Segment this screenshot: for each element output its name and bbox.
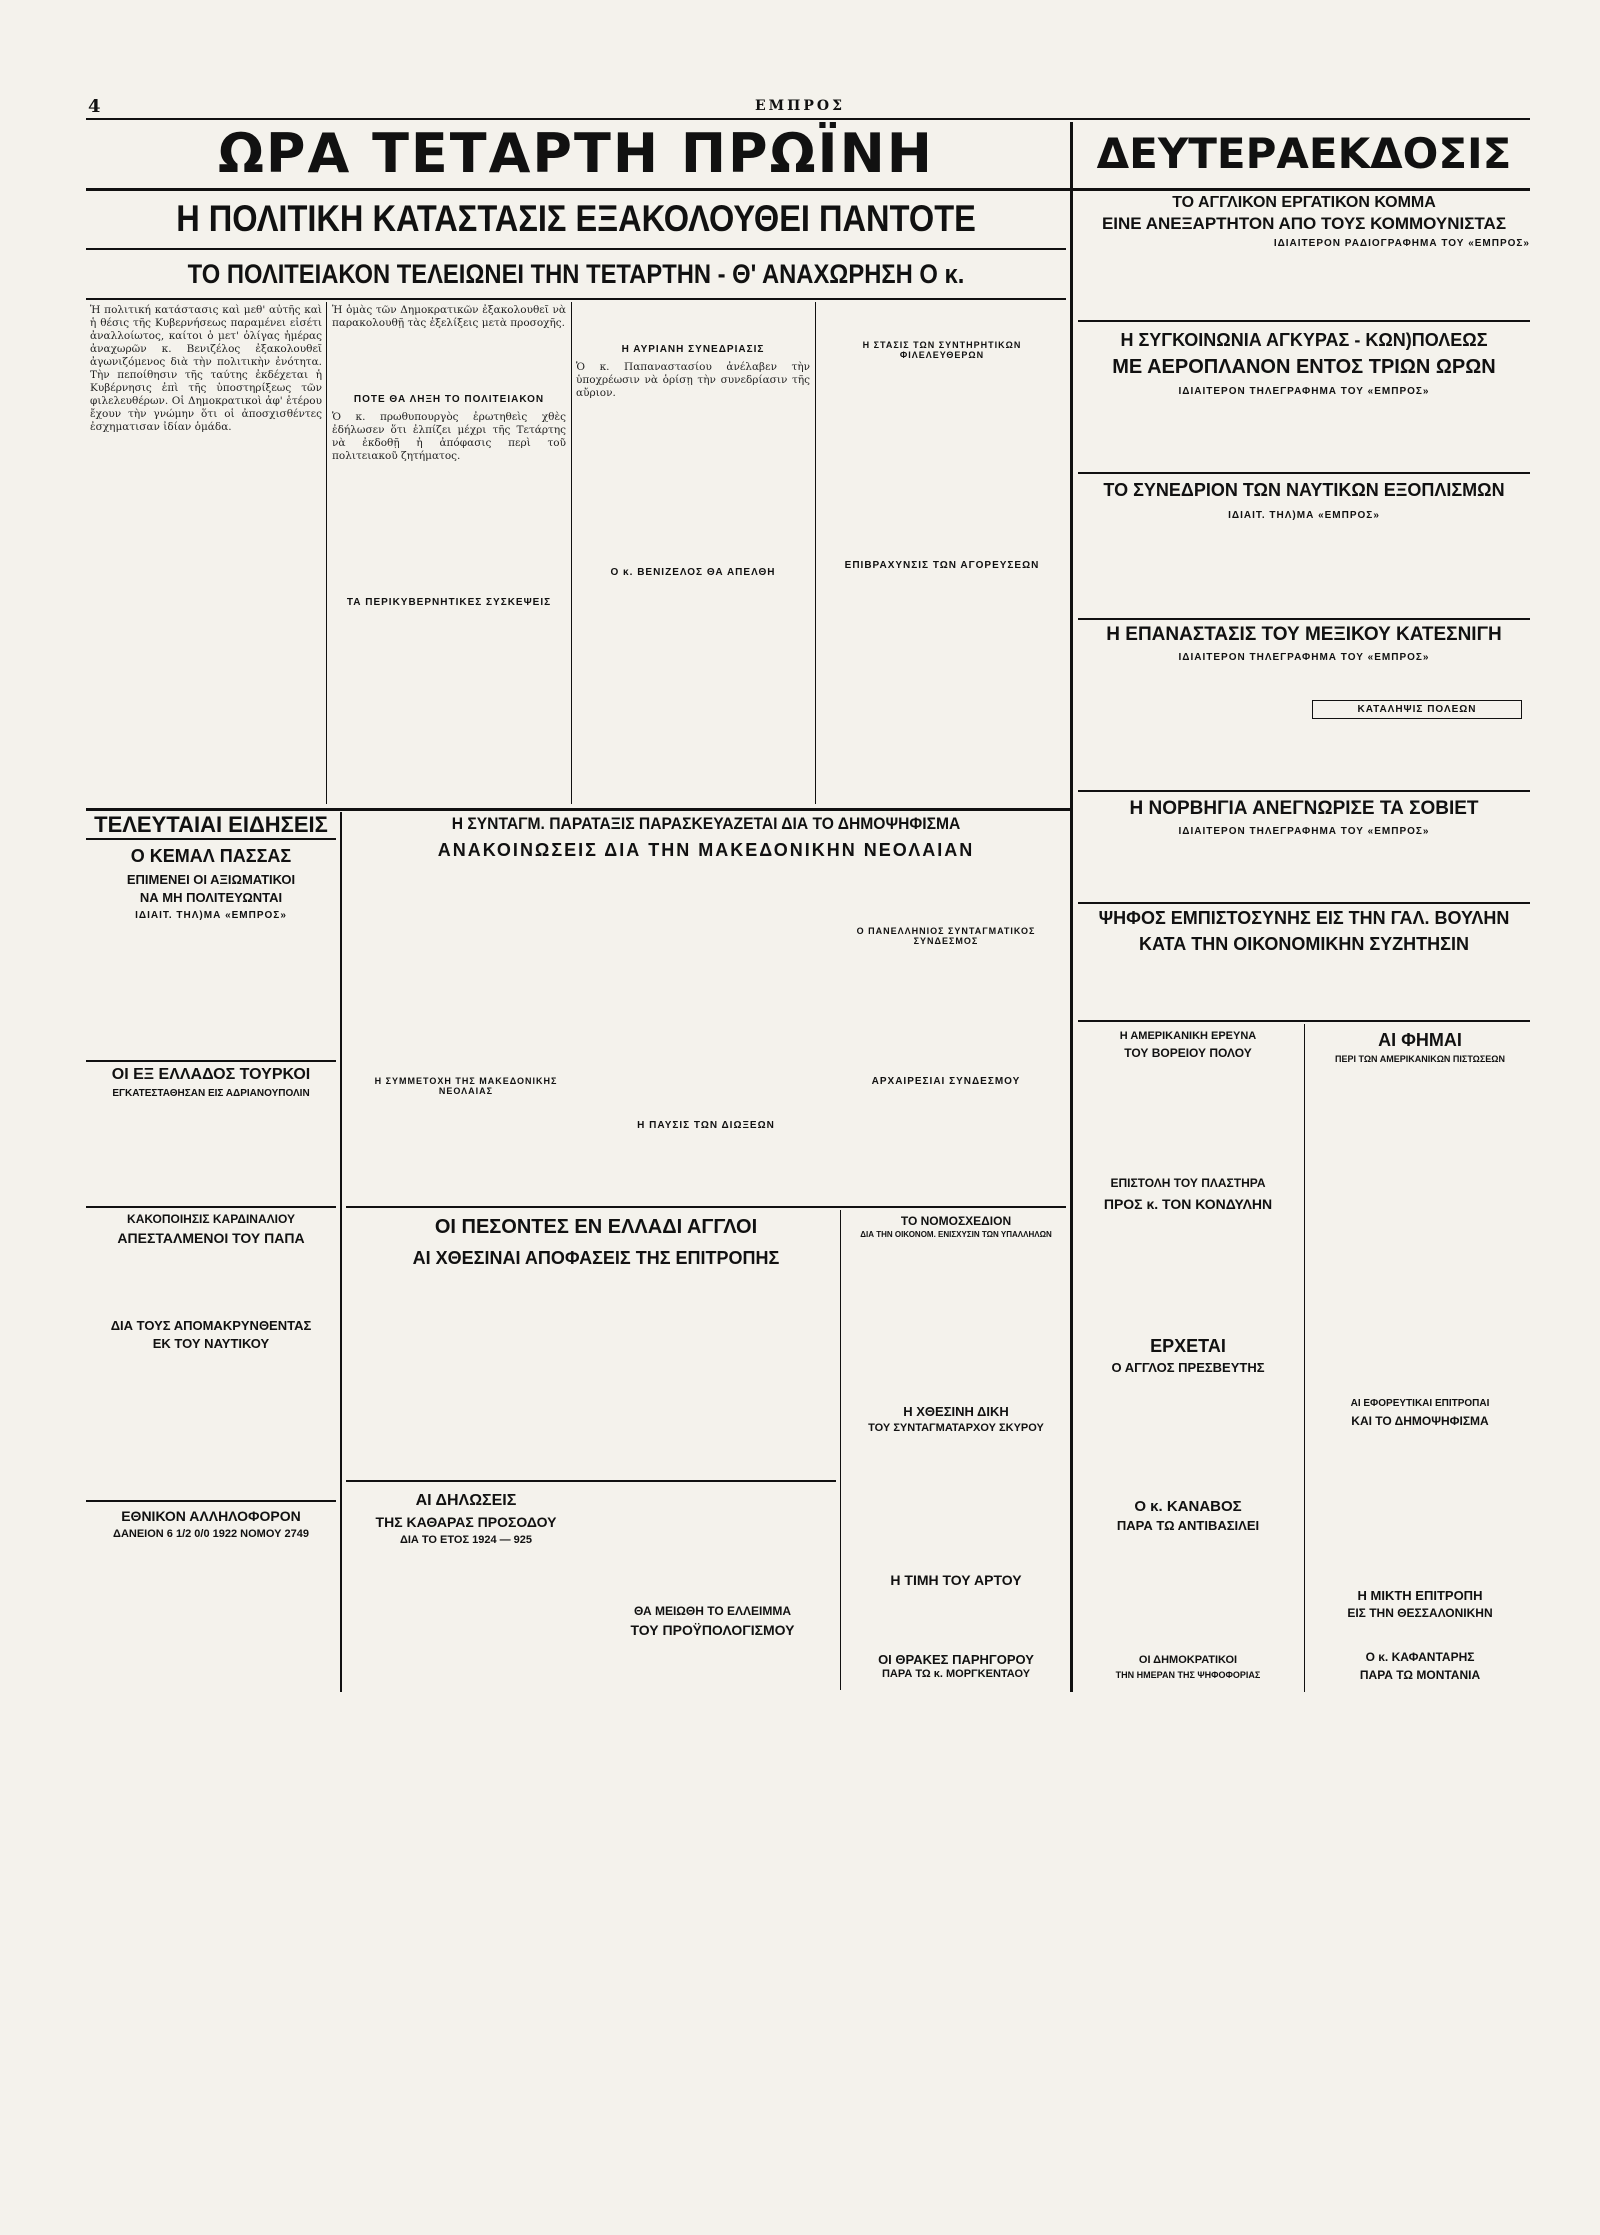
- card-title2: ΑΠΕΣΤΑΛΜΕΝΟΙ ΤΟΥ ΠΑΠΑ: [117, 1230, 305, 1246]
- rule: [1078, 618, 1530, 620]
- letter-title1: ΕΠΙΣΤΟΛΗ ΤΟΥ ΠΛΑΣΤΗΡΑ: [1110, 1176, 1266, 1190]
- rule: [1078, 472, 1530, 474]
- bill-title2: ΔΙΑ ΤΗΝ ΟΙΚΟΝΟΜ. ΕΝΙΣΧΥΣΙΝ ΤΩΝ ΥΠΑΛΛΗΛΩΝ: [860, 1230, 1052, 1239]
- synt-head2: Ο ΠΑΝΕΛΛΗΝΙΟΣ ΣΥΝΤΑΓΜΑΤΙΚΟΣ ΣΥΝΔΕΣΜΟΣ: [856, 926, 1036, 946]
- main-col1-text: Ἡ πολιτική κατάστασις καὶ μεθ' αὐτῆς καὶ ἡ θέσις τῆς Κυβερνήσεως παραμένει εἰσέτι ἀναλλοίωτος, καίτοι ὁ μετ' ὀλίγας ἡμέρας ἀναχωρῶν κ. Βενιζέλος ἐξακολουθεῖ ἀγωνιζόμενος διὰ τὴν πολιτικὴν ἐνότητα. Τὴν πεποίθησιν τῆς ταύτης ἐκδέχεται ἡ Κυβέρνησις ἐπὶ τῆς ὑποστηρίξεως τῶν φιλελευθέρων. Οἱ Δημοκρατικοὶ ἀφ' ἑτέρου ἔχουν τὴν γνώμην ὅτι οἱ ἀποσχισθέντες ἐσχηματισαν ἰδίαν ὁμάδα.: [90, 304, 322, 433]
- main-col4-head2: ΕΠΙΒΡΑΧΥΝΣΙΣ ΤΩΝ ΑΓΟΡΕΥΣΕΩΝ: [844, 560, 1040, 571]
- main-col2-text: Ἡ ὁμὰς τῶν Δημοκρατικῶν ἐξακολουθεῖ νὰ παρακολουθῇ τὰς ἐξελίξεις μετὰ προσοχῆς.: [332, 304, 566, 329]
- mixed-title2: ΕΙΣ ΤΗΝ ΘΕΣΣΑΛΟΝΙΚΗΝ: [1347, 1606, 1493, 1620]
- right-s3-sub: ΙΔΙΑΙΤ. ΤΗΛ)ΜΑ «ΕΜΠΡΟΣ»: [1228, 510, 1380, 521]
- synt-head5: Η ΠΑΥΣΙΣ ΤΩΝ ΔΙΩΞΕΩΝ: [637, 1120, 775, 1131]
- right-s2-sub: ΙΔΙΑΙΤΕΡΟΝ ΤΗΛΕΓΡΑΦΗΜΑ ΤΟΥ «ΕΜΠΡΟΣ»: [1178, 386, 1430, 397]
- kanavos-title1: Ο κ. ΚΑΝΑΒΟΣ: [1134, 1498, 1242, 1515]
- main-col2: [332, 304, 566, 804]
- main-col3: [576, 304, 810, 804]
- budget-title1: ΘΑ ΜΕΙΩΘΗ ΤΟ ΕΛΛΕΙΜΜΑ: [633, 1604, 792, 1618]
- right-s2-title2: ΜΕ ΑΕΡΟΠΛΑΝΟΝ ΕΝΤΟΣ ΤΡΙΩΝ ΩΡΩΝ: [1112, 356, 1496, 378]
- right-s2-title1: Η ΣΥΓΚΟΙΝΩΝΙΑ ΑΓΚΥΡΑΣ - ΚΩΝ)ΠΟΛΕΩΣ: [1120, 330, 1488, 350]
- fallen-sub: ΑΙ ΧΘΕΣΙΝΑΙ ΑΠΟΦΑΣΕΙΣ ΤΗΣ ΕΠΙΤΡΟΠΗΣ: [412, 1248, 780, 1268]
- paper-name: ΕΜΠΡΟΣ: [754, 98, 845, 114]
- right-s1-title2: ΕΙΝΕ ΑΝΕΞΑΡΤΗΤΟΝ ΑΠΟ ΤΟΥΣ ΚΟΜΜΟΥΝΙΣΤΑΣ: [1101, 214, 1507, 233]
- refugee-title1: ΑΙ ΕΦΟΡΕΥΤΙΚΑΙ ΕΠΙΤΡΟΠΑΙ: [1350, 1398, 1490, 1409]
- rule: [86, 1060, 336, 1062]
- right-s3-title: ΤΟ ΣΥΝΕΔΡΙΟΝ ΤΩΝ ΝΑΥΤΙΚΩΝ ΕΞΟΠΛΙΣΜΩΝ: [1103, 480, 1505, 500]
- right-banner: ΔΕΥΤΕΡΑΕΚΔΟΣΙΣ: [1096, 129, 1512, 178]
- main-col3-head: Η ΑΥΡΙΑΝΗ ΣΥΝΕΔΡΙΑΣΙΣ: [621, 344, 765, 355]
- ambassador-title1: ΕΡΧΕΤΑΙ: [1150, 1336, 1226, 1356]
- main-headline: Η ΠΟΛΙΤΙΚΗ ΚΑΤΑΣΤΑΣΙΣ ΕΞΑΚΟΛΟΥΘΕΙ ΠΑΝΤΟΤΕ: [176, 198, 976, 239]
- main-col4-head: Η ΣΤΑΣΙΣ ΤΩΝ ΣΥΝΤΗΡΗΤΙΚΩΝ ΦΙΛΕΛΕΥΘΕΡΩΝ: [862, 340, 1022, 360]
- right-s1-sub: ΙΔΙΑΙΤΕΡΟΝ ΡΑΔΙΟΓΡΑΦΗΜΑ ΤΟΥ «ΕΜΠΡΟΣ»: [1273, 238, 1530, 249]
- rule: [86, 1500, 336, 1502]
- decl-title2: ΤΗΣ ΚΑΘΑΡΑΣ ΠΡΟΣΟΔΟΥ: [375, 1514, 557, 1530]
- navy-title1: ΔΙΑ ΤΟΥΣ ΑΠΟΜΑΚΡΥΝΘΕΝΤΑΣ: [110, 1318, 312, 1333]
- column-divider-top: [1070, 122, 1073, 824]
- trial-title2: ΤΟΥ ΣΥΝΤΑΓΜΑΤΑΡΧΟΥ ΣΚΥΡΟΥ: [868, 1422, 1044, 1434]
- arctic-title2: ΤΟΥ ΒΟΡΕΙΟΥ ΠΟΛΟΥ: [1124, 1046, 1252, 1060]
- rule: [86, 1206, 336, 1208]
- synt-head3: ΑΡΧΑΙΡΕΣΙΑΙ ΣΥΝΔΕΣΜΟΥ: [871, 1076, 1021, 1087]
- demo-title1: ΟΙ ΔΗΜΟΚΡΑΤΙΚΟΙ: [1138, 1654, 1238, 1666]
- trial-title1: Η ΧΘΕΣΙΝΗ ΔΙΚΗ: [903, 1404, 1009, 1419]
- col-divider: [1070, 812, 1073, 1692]
- kanavos-title2: ΠΑΡΑ ΤΩ ΑΝΤΙΒΑΣΙΛΕΙ: [1116, 1518, 1260, 1533]
- subheadline-rule: [86, 298, 1066, 300]
- budget-title2: ΤΟΥ ΠΡΟΫΠΟΛΟΓΙΣΜΟΥ: [630, 1622, 795, 1638]
- rule: [346, 1206, 1066, 1208]
- navy-title2: ΕΚ ΤΟΥ ΝΑΥΤΙΚΟΥ: [152, 1336, 270, 1351]
- main-col2-head: ΠΟΤΕ ΘΑ ΛΗΞΗ ΤΟ ΠΟΛΙΤΕΙΑΚΟΝ: [353, 394, 545, 405]
- rule: [346, 1480, 836, 1482]
- kemal-title3: ΝΑ ΜΗ ΠΟΛΙΤΕΥΩΝΤΑΙ: [139, 890, 283, 905]
- decl-title1: ΑΙ ΔΗΛΩΣΕΙΣ: [415, 1492, 517, 1509]
- fallen-title: ΟΙ ΠΕΣΟΝΤΕΣ ΕΝ ΕΛΛΑΔΙ ΑΓΓΛΟΙ: [434, 1216, 758, 1238]
- col-divider: [1304, 1024, 1305, 1692]
- right-s5-title: Η ΝΟΡΒΗΓΙΑ ΑΝΕΓΝΩΡΙΣΕ ΤΑ ΣΟΒΙΕΤ: [1129, 798, 1479, 819]
- main-col3-text: Ὁ κ. Παπαναστασίου ἀνέλαβεν τὴν ὑποχρέωσιν νὰ ὁρίσῃ τὴν συνεδρίασιν τῆς αὔριον.: [576, 361, 810, 399]
- right-s1-title1: ΤΟ ΑΓΓΛΙΚΟΝ ΕΡΓΑΤΙΚΟΝ ΚΟΜΜΑ: [1172, 194, 1436, 211]
- right-s5-sub: ΙΔΙΑΙΤΕΡΟΝ ΤΗΛΕΓΡΑΦΗΜΑ ΤΟΥ «ΕΜΠΡΟΣ»: [1178, 826, 1430, 837]
- turks-title2: ΕΓΚΑΤΕΣΤΑΘΗΣΑΝ ΕΙΣ ΑΔΡΙΑΝΟΥΠΟΛΙΝ: [112, 1088, 310, 1099]
- section-rule: [86, 808, 1070, 811]
- rule: [1078, 790, 1530, 792]
- page-number: 4: [88, 96, 101, 117]
- kemal-title2: ΕΠΙΜΕΝΕΙ ΟΙ ΑΞΙΩΜΑΤΙΚΟΙ: [126, 872, 296, 887]
- card-title1: ΚΑΚΟΠΟΙΗΣΙΣ ΚΑΡΔΙΝΑΛΙΟΥ: [127, 1212, 295, 1226]
- bread-title: Η ΤΙΜΗ ΤΟΥ ΑΡΤΟΥ: [890, 1572, 1022, 1588]
- main-subheadline: ΤΟ ΠΟΛΙΤΕΙΑΚΟΝ ΤΕΛΕΙΩΝΕΙ ΤΗΝ ΤΕΤΑΡΤΗΝ - Θ' ΑΝΑΧΩΡΗΣΗ Ο κ.: [187, 259, 965, 289]
- rule: [1078, 902, 1530, 904]
- right-s4-sub: ΙΔΙΑΙΤΕΡΟΝ ΤΗΛΕΓΡΑΦΗΜΑ ΤΟΥ «ΕΜΠΡΟΣ»: [1178, 652, 1430, 663]
- main-col2-head2: ΤΑ ΠΕΡΙΚΥΒΕΡΝΗΤΙΚΕΣ ΣΥΣΚΕΨΕΙΣ: [346, 597, 552, 608]
- mixed-title1: Η ΜΙΚΤΗ ΕΠΙΤΡΟΠΗ: [1357, 1588, 1483, 1603]
- kafantaris-title1: Ο κ. ΚΑΦΑΝΤΑΡΗΣ: [1365, 1650, 1475, 1664]
- main-col4: [820, 304, 1064, 804]
- headline-rule: [86, 248, 1066, 250]
- col-divider: [340, 812, 342, 1692]
- main-banner: ΩΡΑ ΤΕΤΑΡΤΗ ΠΡΩΪΝΗ: [218, 122, 934, 185]
- right-s6-title2: ΚΑΤΑ ΤΗΝ ΟΙΚΟΝΟΜΙΚΗΝ ΣΥΖΗΤΗΣΙΝ: [1139, 934, 1469, 954]
- col-divider: [571, 302, 572, 804]
- kafantaris-title2: ΠΑΡΑ ΤΩ ΜΟΝΤΑΝΙΑ: [1359, 1668, 1481, 1682]
- main-col2-text2: Ὁ κ. πρωθυπουργὸς ἐρωτηθεὶς χθὲς ἐδήλωσεν ὅτι ἐλπίζει μέχρι τῆς Τετάρτης νὰ ἐκδοθῇ ἡ ἀπόφασις περὶ τοῦ πολιτειακοῦ ζητήματος.: [332, 411, 566, 462]
- loan-title2: ΔΑΝΕΙΟΝ 6 1/2 0/0 1922 ΝΟΜΟΥ 2749: [113, 1528, 309, 1540]
- thraces-title1: ΟΙ ΘΡΑΚΕΣ ΠΑΡΗΓΟΡΟΥ: [878, 1652, 1034, 1667]
- rumors-title1: ΑΙ ΦΗΜΑΙ: [1378, 1030, 1462, 1050]
- right-s4-box: ΚΑΤΑΛΗΨΙΣ ΠΟΛΕΩΝ: [1312, 700, 1522, 719]
- main-col3-head2: Ο κ. ΒΕΝΙΖΕΛΟΣ ΘΑ ΑΠΕΛΘΗ: [610, 567, 776, 578]
- bill-title1: ΤΟ ΝΟΜΟΣΧΕΔΙΟΝ: [900, 1214, 1012, 1228]
- letter-title2: ΠΡΟΣ κ. ΤΟΝ ΚΟΝΔΥΛΗΝ: [1103, 1196, 1273, 1212]
- synt-title: Η ΣΥΝΤΑΓΜ. ΠΑΡΑΤΑΞΙΣ ΠΑΡΑΣΚΕΥΑΖΕΤΑΙ ΔΙΑ ΤΟ ΔΗΜΟΨΗΦΙΣΜΑ: [451, 814, 961, 833]
- thraces-title2: ΠΑΡΑ ΤΩ κ. ΜΟΡΓΚΕΝΤΑΟΥ: [881, 1668, 1031, 1680]
- refugee-title2: ΚΑΙ ΤΟ ΔΗΜΟΨΗΦΙΣΜΑ: [1351, 1414, 1489, 1428]
- banner-rule: [86, 188, 1530, 191]
- decl-title3: ΔΙΑ ΤΟ ΕΤΟΣ 1924 — 925: [399, 1534, 533, 1546]
- rule: [1078, 320, 1530, 322]
- right-s4-title: Η ΕΠΑΝΑΣΤΑΣΙΣ ΤΟΥ ΜΕΞΙΚΟΥ ΚΑΤΕΣΝΙΓΗ: [1106, 624, 1502, 645]
- kemal-sub: ΙΔΙΑΙΤ. ΤΗΛ)ΜΑ «ΕΜΠΡΟΣ»: [135, 910, 287, 921]
- synt-sub: ΑΝΑΚΟΙΝΩΣΕΙΣ ΔΙΑ ΤΗΝ ΜΑΚΕΔΟΝΙΚΗΝ ΝΕΟΛΑΙΑΝ: [437, 840, 975, 860]
- col-divider: [815, 302, 816, 804]
- rumors-title2: ΠΕΡΙ ΤΩΝ ΑΜΕΡΙΚΑΝΙΚΩΝ ΠΙΣΤΩΣΕΩΝ: [1334, 1054, 1505, 1064]
- col-divider: [840, 1210, 841, 1690]
- last-news: ΤΕΛΕΥΤΑΙΑΙ ΕΙΔΗΣΕΙΣ: [86, 812, 336, 840]
- demo-title2: ΤΗΝ ΗΜΕΡΑΝ ΤΗΣ ΨΗΦΟΦΟΡΙΑΣ: [1115, 1670, 1261, 1680]
- col-divider: [326, 302, 327, 804]
- loan-title1: ΕΘΝΙΚΟΝ ΑΛΛΗΛΟΦΟΡΟΝ: [121, 1508, 301, 1524]
- right-s6-title1: ΨΗΦΟΣ ΕΜΠΙΣΤΟΣΥΝΗΣ ΕΙΣ ΤΗΝ ΓΑΛ. ΒΟΥΛΗΝ: [1098, 908, 1510, 928]
- rule: [1078, 1020, 1530, 1022]
- synt-head4: Η ΣΥΜΜΕΤΟΧΗ ΤΗΣ ΜΑΚΕΔΟΝΙΚΗΣ ΝΕΟΛΑΙΑΣ: [374, 1076, 558, 1096]
- masthead-rule: [86, 118, 1530, 120]
- kemal-title1: Ο ΚΕΜΑΛ ΠΑΣΣΑΣ: [130, 846, 292, 866]
- ambassador-title2: Ο ΑΓΓΛΟΣ ΠΡΕΣΒΕΥΤΗΣ: [1111, 1360, 1265, 1375]
- turks-title1: ΟΙ ΕΞ ΕΛΛΑΔΟΣ ΤΟΥΡΚΟΙ: [111, 1066, 311, 1083]
- arctic-title1: Η ΑΜΕΡΙΚΑΝΙΚΗ ΕΡΕΥΝΑ: [1119, 1030, 1257, 1042]
